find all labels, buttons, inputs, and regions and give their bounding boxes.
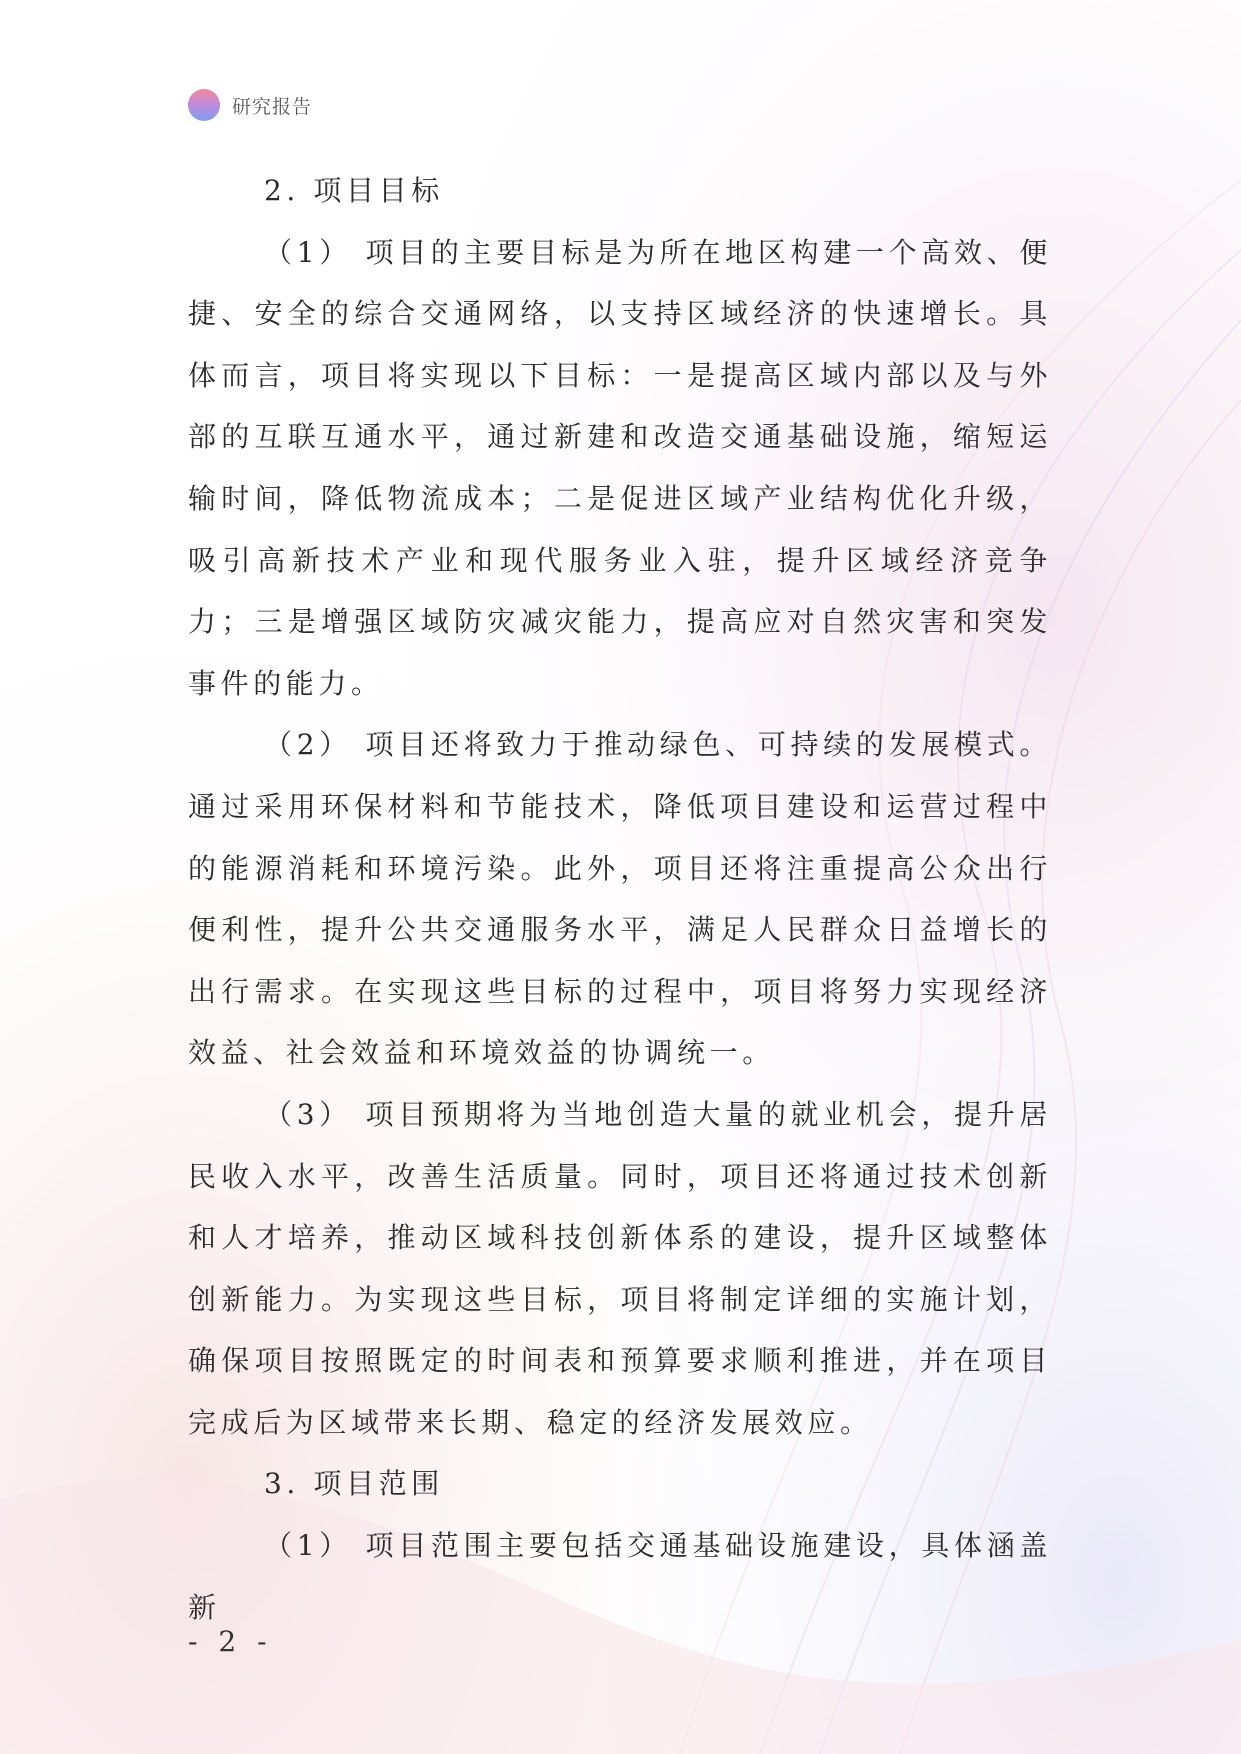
- section-heading-goals: 2. 项目目标: [264, 174, 444, 207]
- section-heading-scope: 3. 项目范围: [264, 1467, 444, 1501]
- paragraph-goal-3: （3） 项目预期将为当地创造大量的就业机会，提升居民收入水平，改善生活质量。同时，项目还将通过技术创新和人才培养，推动区域科技创新体系的建设，提升区域整体创新能力。为实现这些目标，项目将制定详细的实施计划，确保项目按照既定的时间表和预算要求顺利推进，并在项目完成后为区域带来长期、稳定的经济发展效应。: [188, 1097, 1052, 1439]
- report-header: [188, 88, 312, 122]
- page-number: - 2 -: [188, 1625, 273, 1658]
- paragraph-goal-2: （2） 项目还将致力于推动绿色、可持续的发展模式。通过采用环保材料和节能技术，降低项目建设和运营过程中的能源消耗和环境污染。此外，项目还将注重提高公众出行便利性，提升公共交通服务水平，满足人民群众日益增长的出行需求。在实现这些目标的过程中，项目将努力实现经济效益、社会效益和环境效益的协调统一。: [188, 728, 1052, 1070]
- header-label: 研究报告: [232, 95, 313, 118]
- logo-circle-icon: [188, 89, 220, 121]
- paragraph-scope-1: （1） 项目范围主要包括交通基础设施建设，具体涵盖新: [188, 1529, 1052, 1624]
- paragraph-goal-1: （1） 项目的主要目标是为所在地区构建一个高效、便捷、安全的综合交通网络，以支持区域经济的快速增长。具体而言，项目将实现以下目标：一是提高区域内部以及与外部的互联互通水平，通过新建和改造交通基础设施，缩短运输时间，降低物流成本；二是促进区域产业结构优化升级，吸引高新技术产业和现代服务业入驻，提升区域经济竞争力；三是增强区域防灾减灾能力，提高应对自然灾害和突发事件的能力。: [188, 235, 1052, 700]
- document-body: [188, 160, 1052, 1638]
